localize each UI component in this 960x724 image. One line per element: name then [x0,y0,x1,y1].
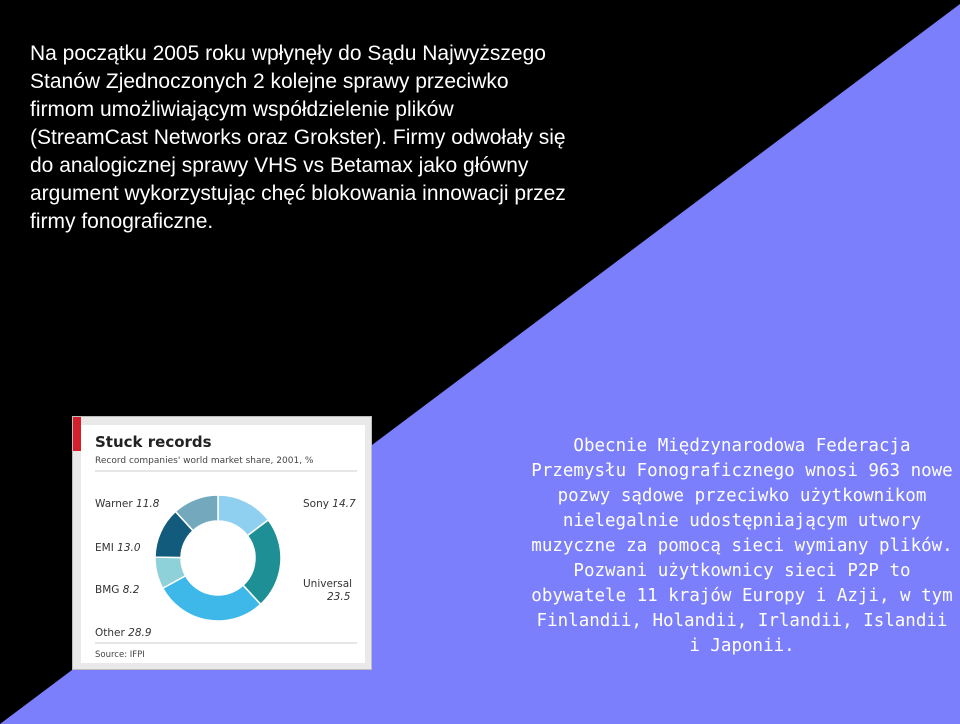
donut-chart [81,425,367,665]
label-bmg: BMG 8.2 [95,584,140,596]
chart-subtitle: Record companies' world market share, 2001, % [95,456,314,466]
label-sony: Sony 14.7 [303,498,356,510]
chart-title: Stuck records [95,433,212,451]
label-other: Other 28.9 [95,627,152,639]
intro-paragraph: Na początku 2005 roku wpłynęły do Sądu Najwyższego Stanów Zjednoczonych 2 kolejne sprawy przeciwko firmom umożliwiającym współdzielenie plików (StreamCast Networks oraz Grokster). Firmy odwołały się do analogicznej sprawy VHS vs Betamax jako główny argument wykorzystując chęć blokowania innowacji przez firmy fonograficzne. [30,42,566,233]
label-warner: Warner 11.8 [95,498,160,510]
label-universal: Universal 23.5 [303,578,353,603]
right-paragraph: Obecnie Międzynarodowa Federacja Przemysłu Fonograficznego wnosi 963 nowe pozwy sądowe przeciwko użytkownikom nielegalnie udostępniającym utwory muzyczne za pomocą sieci wymiany plików. Pozwani użytkownicy sieci P2P to obywatele 11 krajów Europy i Azji, w tym Finlandii, Holandii, Irlandii, Islandii i Japonii. [531,436,953,656]
chart-red-accent [73,417,81,451]
chart-area [81,425,365,663]
chart-image [72,416,372,670]
pie-slices [155,495,281,621]
label-emi: EMI 13.0 [95,542,141,554]
chart-source: Source: IFPI [95,650,145,660]
